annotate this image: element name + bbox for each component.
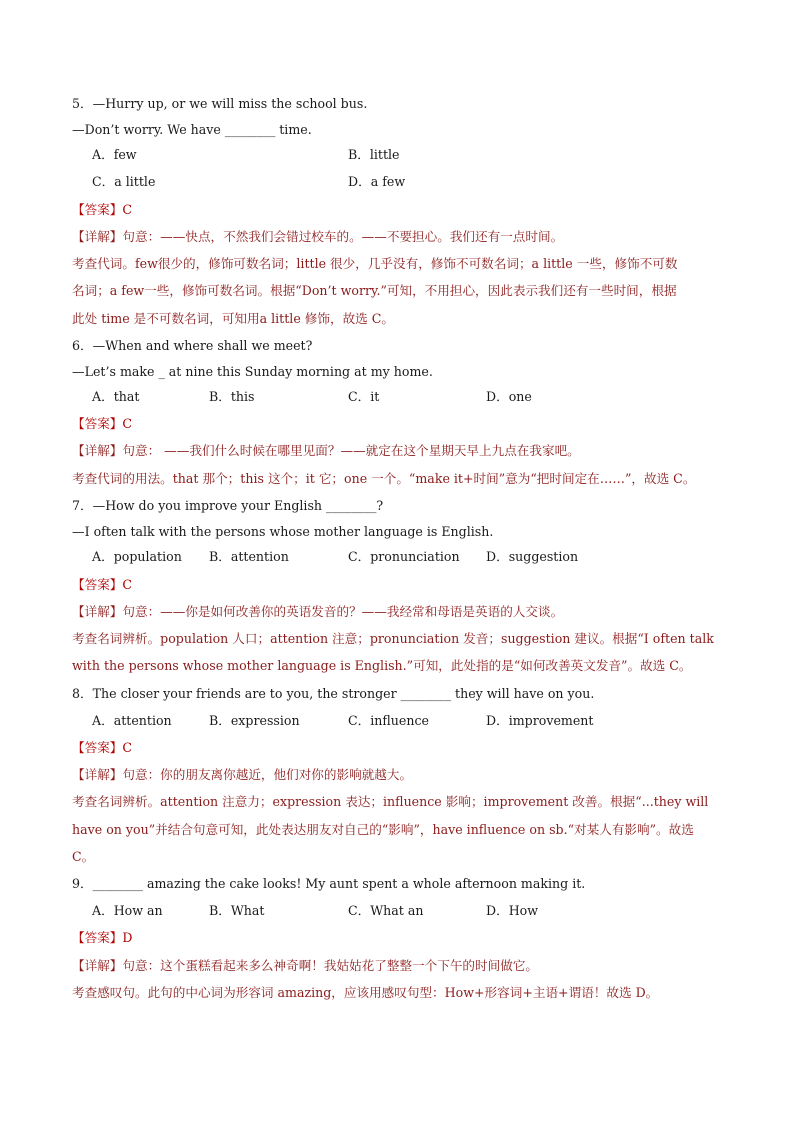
option-a: A．population [92,549,182,564]
explanation-line: 考查代词。few很少的，修饰可数名词；little 很少，几乎没有，修饰不可数名词；a little 一些，修饰不可数 [72,256,678,271]
option-a: A．few [92,147,137,162]
explanation-line: 【详解】句意：这个蛋糕看起来多么神奇啊！我姑姑花了整整一个下午的时间做它。 [72,958,538,973]
answer: 【答案】C [72,202,133,217]
option-b: B．this [209,389,255,404]
option-a: A．attention [92,713,172,728]
question-9-stem: 9．________ amazing the cake looks! My aunt spent a whole afternoon making it. [72,876,586,891]
question-7-response: —I often talk with the persons whose mother language is English. [72,524,494,539]
explanation-line: 【详解】句意：——你是如何改善你的英语发音的？——我经常和母语是英语的人交谈。 [72,604,564,619]
question-7-stem: 7．—How do you improve your English ________? [72,498,384,513]
question-8-stem: 8．The closer your friends are to you, the stronger ________ they will have on you. [72,686,595,701]
explanation-line: 考查名词辨析。population 人口；attention 注意；pronunciation 发音；suggestion 建议。根据“I often talk [72,631,714,646]
option-d: D．How [486,903,539,918]
answer: 【答案】C [72,416,133,431]
option-a: A．How an [92,903,163,918]
question-5-stem: 5．—Hurry up, or we will miss the school bus. [72,96,368,111]
explanation-line: C。 [72,849,95,864]
question-6-stem: 6．—When and where shall we meet? [72,338,313,353]
explanation-line: 此处 time 是不可数名词，可知用a little 修饰，故选 C。 [72,311,394,326]
explanation-line: 考查代词的用法。that 那个；this 这个；it 它；one 一个。“make it+时间”意为“把时间定在……”，故选 C。 [72,471,696,486]
answer: 【答案】D [72,930,133,945]
explanation-line: 名词；a few一些，修饰可数名词。根据“Don’t worry.”可知，不用担心，因此表示我们还有一些时间，根据 [72,283,677,298]
option-c: C．influence [348,713,429,728]
option-d: D．one [486,389,532,404]
option-a: A．that [92,389,140,404]
option-d: D．improvement [486,713,594,728]
option-c: C．a little [92,174,156,189]
option-b: B．little [348,147,400,162]
explanation-line: 【详解】句意：你的朋友离你越近，他们对你的影响就越大。 [72,767,413,782]
option-b: B．What [209,903,265,918]
explanation-line: 【详解】句意：——快点，不然我们会错过校车的。——不要担心。我们还有一点时间。 [72,229,564,244]
option-b: B．attention [209,549,289,564]
explanation-line: 考查感叹句。此句的中心词为形容词 amazing，应该用感叹句型：How+形容词+主语+谓语！故选 D。 [72,985,659,1000]
option-d: D．a few [348,174,406,189]
explanation-line: 考查名词辨析。attention 注意力；expression 表达；influence 影响；improvement 改善。根据“...they will [72,794,709,809]
answer: 【答案】C [72,577,133,592]
explanation-line: have on you”并结合句意可知，此处表达朋友对自己的“影响”，have influence on sb.“对某人有影响”。故选 [72,822,694,837]
explanation-line: 【详解】句意： ——我们什么时候在哪里见面？——就定在这个星期天早上九点在我家吧。 [72,443,580,458]
option-d: D．suggestion [486,549,579,564]
answer: 【答案】C [72,740,133,755]
explanation-line: with the persons whose mother language is English.”可知，此处指的是“如何改善英文发音”。故选 C。 [72,658,692,673]
option-c: C．What an [348,903,424,918]
question-5-response: —Don’t worry. We have ________ time. [72,122,312,137]
option-c: C．pronunciation [348,549,460,564]
question-6-response: —Let’s make _ at nine this Sunday morning at my home. [72,364,433,379]
option-b: B．expression [209,713,300,728]
option-c: C．it [348,389,380,404]
